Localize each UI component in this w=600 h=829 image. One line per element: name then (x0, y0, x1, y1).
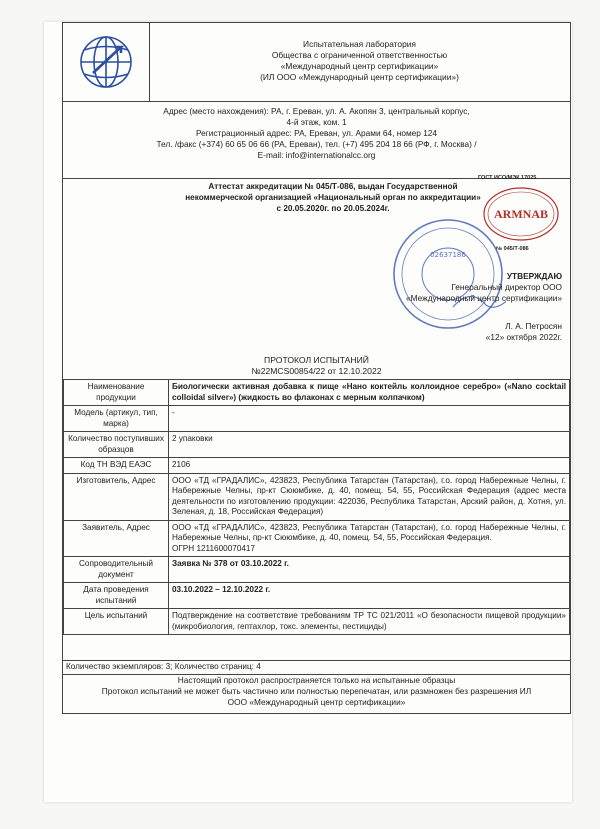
approval-line-1: Генеральный директор ООО (451, 282, 562, 292)
row-value (169, 520, 570, 557)
header-line-3: «Международный центр сертификации» (280, 61, 439, 71)
row-key: Модель (артикул, тип, марка) (64, 406, 169, 432)
row-value-text: 03.10.2022 – 12.10.2022 г. (172, 585, 271, 594)
footer-line-3: ООО «Международный центр сертификации» (227, 697, 406, 707)
row-key: Изготовитель, Адрес (64, 473, 169, 520)
row-key: Количество поступивших образцов (64, 432, 169, 458)
row-key: Заявитель, Адрес (64, 520, 169, 557)
gost-label: ГОСТ ИСО/МЭК 17025 (478, 175, 537, 181)
footer-notes (63, 675, 570, 708)
row-value-text: 2106 (172, 460, 191, 469)
row-value-text: Подтверждение на соответствие требованиям ТР ТС 021/2011 «О безопасности пищевой продукции» (микробиология, гептахлор, токс. элементы, пестициды) (172, 611, 566, 631)
address-line-1: Адрес (место нахождения): РА, г. Ереван, ул. А. Акопян 3, центральный корпус, (163, 106, 470, 116)
row-value-text: Биологически активная добавка к пище «Нано коктейль коллоидное серебро» («Nano cocktail colloidal silver») (жидкость во флаконах с мерным колпачком) (172, 382, 566, 402)
row-value-text: 2 упаковки (172, 434, 213, 443)
approval-line-2: «Международный центр сертификации» (406, 293, 562, 303)
table-row (64, 583, 570, 609)
table-row (64, 557, 570, 583)
approval-block (406, 271, 562, 343)
logo-cell (63, 23, 150, 101)
row-key: Код ТН ВЭД ЕАЭС (64, 458, 169, 474)
row-value-extra: ОГРН 1211600070417 (172, 543, 256, 553)
address-block (63, 101, 570, 179)
row-key: Сопроводительный документ (64, 557, 169, 583)
armnab-text: ARMNAB (494, 207, 548, 221)
armnab-number: № 045/Т-086 (496, 246, 529, 252)
row-value-text: - (172, 408, 175, 417)
table-row (64, 458, 570, 474)
table-row (64, 520, 570, 557)
row-key: Цель испытаний (64, 609, 169, 635)
row-value (169, 583, 570, 609)
header-line-2: Общества с ограниченной ответственностью (271, 50, 448, 60)
footer-line-1: Настоящий протокол распространяется только на испытанные образцы (177, 675, 456, 685)
row-value (169, 432, 570, 458)
protocol-heading: ПРОТОКОЛ ИСПЫТАНИЙ (264, 355, 369, 365)
protocol-frame (62, 22, 571, 714)
approval-date: «12» октября 2022г. (485, 332, 562, 342)
header-line-4: (ИЛ ООО «Международный центр сертификации») (260, 72, 459, 82)
approval-name: Л. А. Петросян (505, 321, 562, 331)
table-row (64, 609, 570, 635)
address-line-2: 4-й этаж, ком. 1 (286, 117, 347, 127)
row-key: Дата проведения испытаний (64, 583, 169, 609)
row-value (169, 473, 570, 520)
copies-count: Количество экземпляров: 3; Количество страниц: 4 (63, 660, 570, 675)
accreditation-line-1: Аттестат аккредитации № 045/Т-086, выдан Государственной (208, 182, 458, 191)
row-value (169, 406, 570, 432)
row-value (169, 609, 570, 635)
table-row (64, 406, 570, 432)
accreditation-line-2: некоммерческой организацией «Национальный орган по аккредитации» (185, 193, 481, 202)
lab-header (63, 23, 570, 102)
globe-logo-icon (63, 23, 149, 101)
row-key: Наименование продукции (64, 380, 169, 406)
row-value (169, 458, 570, 474)
protocol-title (63, 355, 570, 377)
stamp-number: 02637186 (430, 251, 466, 259)
row-value (169, 380, 570, 406)
address-line-3: Регистрационный адрес: РА, Ереван, ул. Арами 64, номер 124 (195, 128, 438, 138)
table-row (64, 380, 570, 406)
document-page (44, 22, 572, 802)
row-value (169, 557, 570, 583)
table-row (64, 432, 570, 458)
row-value-text: ООО «ТД «ГРАДАЛИС», 423823, Республика Татарстан (Татарстан), г.о. город Набережные Челны, г. Набережные Челны, пр-кт Сююмбике, д. 40, помещ. 54, 55, Российская Федерация (адрес места деятельности по изготовлению продукции: 422036, Республика Татарстан, Арский район, д. Хотня, ул. Зеленая, д. 18, Российская Федерация) (172, 475, 566, 516)
footer-line-2: Протокол испытаний не может быть частично или полностью перепечатан, или размножен без разрешения ИЛ (101, 686, 532, 696)
address-line-5: E-mail: info@internationalcc.org (257, 150, 376, 160)
header-line-1: Испытательная лаборатория (303, 39, 416, 49)
row-value-text: ООО «ТД «ГРАДАЛИС», 423823, Республика Татарстан (Татарстан), г.о. город Набережные Челны, г. Набережные Челны, пр-кт Сююмбике, д. 40, помещ. 54, 55, Российская Федерация. (172, 522, 566, 542)
address-line-4: Тел. /факс (+374) 60 65 06 66 (РА, Ереван), тел. (+7) 495 204 18 66 (РФ, г. Москва) / (156, 139, 477, 149)
protocol-table (63, 379, 570, 635)
row-value-text: Заявка № 378 от 03.10.2022 г. (172, 559, 289, 568)
approval-title: УТВЕРЖДАЮ (506, 271, 562, 281)
table-row (64, 473, 570, 520)
accreditation-block (183, 181, 483, 214)
accreditation-line-3: с 20.05.2020г. по 20.05.2024г. (276, 204, 390, 213)
protocol-number: №22MCS00854/22 от 12.10.2022 (251, 366, 382, 376)
